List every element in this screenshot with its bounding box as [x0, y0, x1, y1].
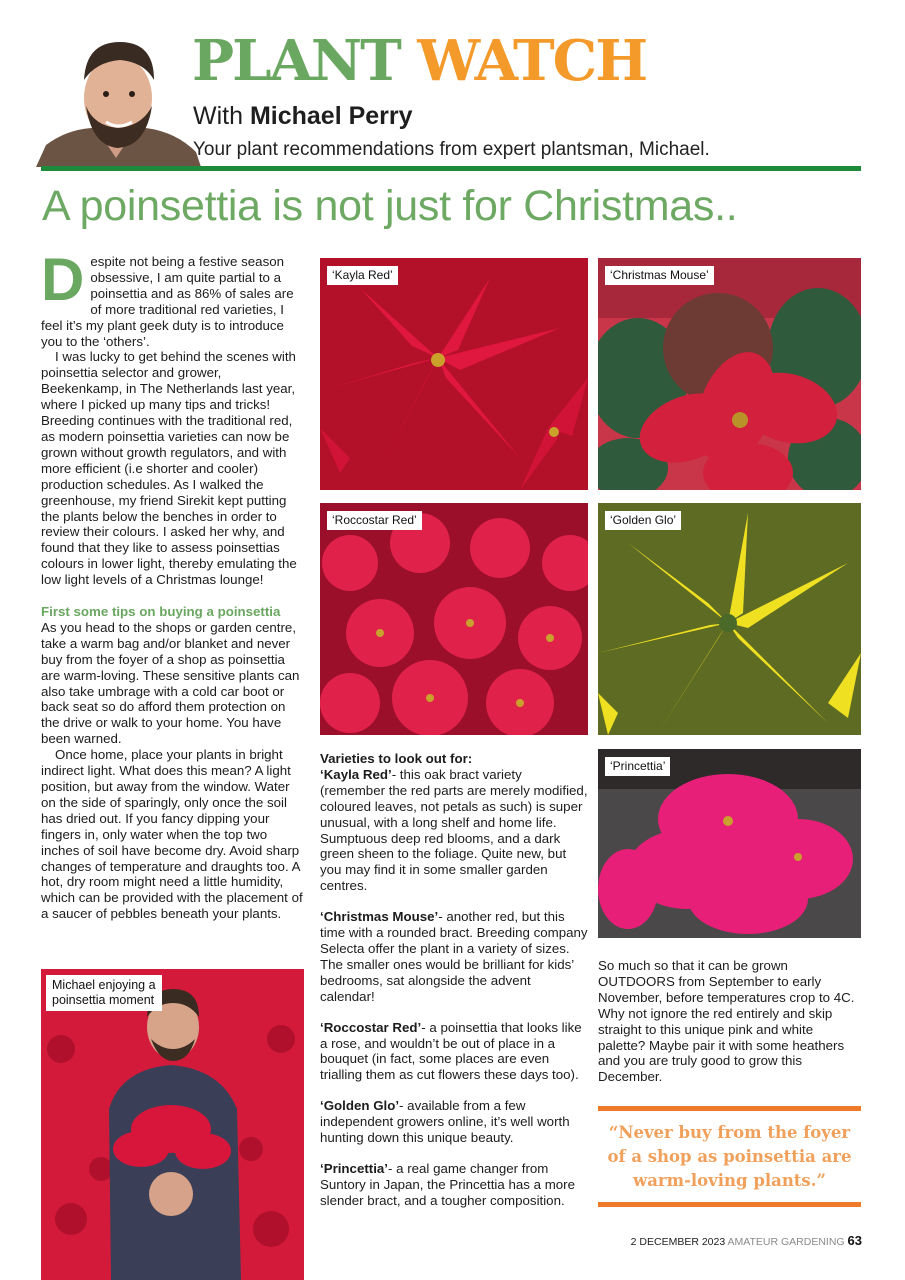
header-rule	[41, 166, 861, 171]
photo-michael	[41, 969, 304, 1280]
photo-princettia	[598, 749, 861, 938]
variety-princettia	[320, 1161, 588, 1209]
quote-rule-bottom	[598, 1202, 861, 1207]
photo-caption: ‘Kayla Red’	[327, 266, 398, 285]
photo-caption: ‘Golden Glo’	[605, 511, 681, 530]
section-brand	[192, 26, 646, 96]
varieties-heading: Varieties to look out for:	[320, 751, 473, 766]
variety-kayla-red	[320, 767, 588, 894]
column-3	[598, 958, 861, 1085]
variety-name: ‘Golden Glo’	[320, 1098, 400, 1114]
variety-name: ‘Princettia’	[320, 1160, 388, 1176]
brand-word-watch: WATCH	[417, 28, 647, 94]
caption-line: poinsettia moment	[52, 993, 155, 1007]
drop-cap: D	[41, 246, 85, 313]
quote-line: warm-loving plants.”	[633, 1171, 826, 1190]
article-headline: A poinsettia is not just for Christmas..	[42, 182, 738, 230]
variety-text: - another red, but this time with a rounded bract. Breeding company Selecta offer the plant in a variety of sizes. The smaller ones would be brilliant for kids’ bedrooms, sat alongside the advent calendar!	[320, 909, 588, 1004]
pull-quote	[598, 1121, 861, 1193]
photo-roccostar-red	[320, 503, 588, 735]
quote-line: “Never buy from the foyer	[608, 1123, 851, 1142]
paragraph-greenhouse: I was lucky to get behind the scenes with poinsettia selector and grower, Beekenkamp, in The Netherlands last year, where I picked up many tips and tricks! Breeding continues with the traditional red, as modern poinsettia varieties can now be grown without growth regulators, and with more efficient (i.e shorter and cooler) production schedules. As I walked the greenhouse, my friend Sirekit kept putting the plants below the benches in order to review their colours. I asked her why, and found that they like to assess poinsettias colours in lower light, thereby emulating the low light levels of a Christmas lounge!	[41, 349, 297, 588]
author-portrait	[36, 30, 201, 167]
paragraph-outdoors: So much so that it can be grown OUTDOORS from September to early November, before temperatures crop to 4C. Why not ignore the red entirely and skip straight to this unique pink and white palette? Maybe pair it with some heathers and you are truly good to grow this December.	[598, 958, 855, 1085]
brand-word-plant: PLANT	[192, 28, 400, 94]
issue-date: 2 DECEMBER 2023	[630, 1236, 726, 1248]
quote-line: of a shop as poinsettia are	[607, 1147, 852, 1166]
intro-paragraph	[41, 246, 306, 349]
paragraph-care: Once home, place your plants in bright indirect light. What does this mean? A light position, but away from the window. Water on the side of sparingly, only once the soil has dried out. If you fancy dipping your fingers in, only water when the top two inches of soil have become dry. Avoid sharp changes of temperature and draughts too. A hot, dry room might need a little humidity, which can be provided with the placement of a saucer of pebbles beneath your plants.	[41, 747, 303, 922]
photo-caption: ‘Roccostar Red’	[327, 511, 422, 530]
variety-golden-glo	[320, 1098, 588, 1146]
magazine-name: AMATEUR GARDENING	[727, 1236, 845, 1248]
variety-text: - a real game changer from Suntory in Japan, the Princettia has a more slender bract, and a tougher composition.	[320, 1160, 575, 1208]
column-2	[320, 751, 588, 1209]
photo-kayla-red	[320, 258, 588, 490]
page-footer	[600, 1233, 862, 1250]
subhead-buying-tips: First some tips on buying a poinsettia	[41, 604, 281, 620]
variety-text: - a poinsettia that looks like a rose, and wouldn’t be out of place in a bouquet (in fact, some places are even trialling them as cut flowers these days too).	[320, 1019, 582, 1083]
photo-golden-glo	[598, 503, 861, 735]
variety-name: ‘Christmas Mouse’	[320, 909, 439, 925]
variety-christmas-mouse	[320, 909, 588, 1004]
variety-name: ‘Kayla Red’	[320, 766, 392, 782]
column-1	[41, 246, 306, 922]
author-name: Michael Perry	[249, 102, 413, 130]
byline-prefix: With	[193, 102, 250, 130]
photo-caption: ‘Christmas Mouse’	[605, 266, 714, 285]
variety-roccostar-red	[320, 1020, 588, 1084]
tagline: Your plant recommendations from expert plantsman, Michael.	[193, 139, 710, 160]
variety-text: - this oak bract variety (remember the red parts are merely modified, coloured leaves, not petals as such) is super unusual, with a long shelf and home life. Sumptuous deep red blooms, and a dark green sheen to the foliage. Quite new, but you may find it in some smaller garden centres.	[320, 766, 588, 894]
byline	[193, 101, 413, 131]
photo-caption	[46, 975, 162, 1011]
quote-rule-top	[598, 1106, 861, 1111]
page-number: 63	[847, 1233, 862, 1248]
variety-text: - available from a few independent growers online, it’s well worth hunting down this unique beauty.	[320, 1098, 570, 1146]
photo-caption: ‘Princettia’	[605, 757, 670, 776]
variety-name: ‘Roccostar Red’	[320, 1019, 422, 1035]
caption-line: Michael enjoying a	[52, 978, 156, 992]
photo-christmas-mouse	[598, 258, 861, 490]
paragraph-buying: As you head to the shops or garden centre, take a warm bag and/or blanket and never buy from the foyer of a shop as poinsettia are warm-loving. These sensitive plants can also take umbrage with a cold car boot or back seat so do afford them protection on the drive or walk to your home. You have been warned.	[41, 619, 300, 747]
intro-text: espite not being a festive season obsessive, I am quite partial to a poinsettia and as 86% of sales are of more traditional red varieties, I feel it’s my plant geek duty is to introduce you to the ‘others’.	[41, 254, 294, 349]
